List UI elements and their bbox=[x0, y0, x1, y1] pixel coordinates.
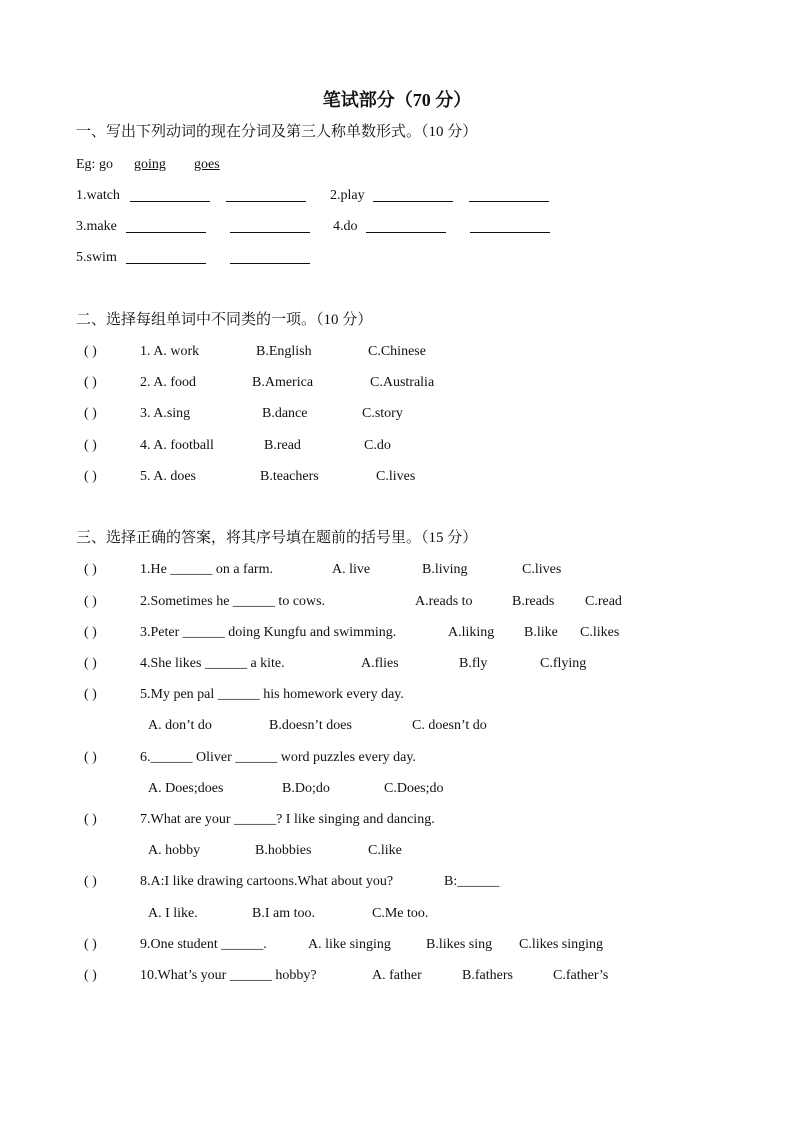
verb-label: 2.play bbox=[330, 188, 365, 203]
answer-paren[interactable]: ( ) bbox=[84, 874, 97, 889]
answer-blank[interactable] bbox=[130, 201, 210, 202]
question-text: 9.One student ______. bbox=[140, 937, 267, 952]
option-a: A.reads to bbox=[415, 594, 473, 609]
answer-blank[interactable] bbox=[230, 232, 310, 233]
question-text: 2.Sometimes he ______ to cows. bbox=[140, 594, 326, 609]
option-a: A. I like. bbox=[148, 906, 198, 921]
option-a: A. father bbox=[372, 968, 422, 983]
answer-paren[interactable]: ( ) bbox=[84, 375, 97, 390]
answer-paren[interactable]: ( ) bbox=[84, 406, 97, 421]
option-a: A. Does;does bbox=[148, 781, 224, 796]
answer-paren[interactable]: ( ) bbox=[84, 750, 97, 765]
question-text: 8.A:I like drawing cartoons.What about you? bbox=[140, 874, 394, 889]
option-c: C.story bbox=[362, 406, 403, 421]
question-text: 3.Peter ______ doing Kungfu and swimming. bbox=[140, 625, 397, 640]
option-a: A. don’t do bbox=[148, 718, 212, 733]
option-b: B.teachers bbox=[260, 469, 319, 484]
answer-blank[interactable] bbox=[126, 232, 206, 233]
option-c: C.flying bbox=[540, 656, 587, 671]
option-b: B.living bbox=[422, 562, 468, 577]
answer-paren[interactable]: ( ) bbox=[84, 438, 97, 453]
question-text: 2. A. food bbox=[140, 375, 196, 390]
option-b: B.read bbox=[264, 438, 301, 453]
option-a: A. live bbox=[332, 562, 371, 577]
question-text: 4. A. football bbox=[140, 438, 214, 453]
answer-blank[interactable] bbox=[126, 263, 206, 264]
option-c: C.Australia bbox=[370, 375, 435, 390]
option-a: A. like singing bbox=[308, 937, 391, 952]
option-b: B.like bbox=[524, 625, 558, 640]
option-c: C. doesn’t do bbox=[412, 718, 487, 733]
answer-blank[interactable] bbox=[469, 201, 549, 202]
option-c: C.likes bbox=[580, 625, 620, 640]
option-b: B.likes sing bbox=[426, 937, 493, 952]
option-c: C.Does;do bbox=[384, 781, 444, 796]
example-label: Eg: go bbox=[76, 157, 113, 172]
answer-blank[interactable] bbox=[226, 201, 306, 202]
answer-blank[interactable] bbox=[373, 201, 453, 202]
answer-paren[interactable]: ( ) bbox=[84, 656, 97, 671]
example-third: goes bbox=[194, 157, 220, 172]
answer-paren[interactable]: ( ) bbox=[84, 562, 97, 577]
question-text: 10.What’s your ______ hobby? bbox=[140, 968, 317, 983]
answer-paren[interactable]: ( ) bbox=[84, 344, 97, 359]
option-b: B.doesn’t does bbox=[269, 718, 352, 733]
answer-paren[interactable]: ( ) bbox=[84, 937, 97, 952]
section2-heading: 二、选择每组单词中不同类的一项。（10 分） bbox=[76, 312, 373, 328]
question-text: 1.He ______ on a farm. bbox=[140, 562, 273, 577]
verb-label: 5.swim bbox=[76, 250, 117, 265]
option-a: A.flies bbox=[361, 656, 399, 671]
section3-heading: 三、选择正确的答案，将其序号填在题前的括号里。（15 分） bbox=[76, 530, 478, 546]
option-c: C.read bbox=[585, 594, 622, 609]
option-c: C.likes singing bbox=[519, 937, 604, 952]
option-b: B.hobbies bbox=[255, 843, 312, 858]
option-b: B.America bbox=[252, 375, 314, 390]
option-c: C.do bbox=[364, 438, 391, 453]
option-b: B.Do;do bbox=[282, 781, 330, 796]
question-text: 5. A. does bbox=[140, 469, 196, 484]
question-text: 7.What are your ______? I like singing and dancing. bbox=[140, 812, 435, 827]
option-b: B.fly bbox=[459, 656, 488, 671]
option-b: B.I am too. bbox=[252, 906, 315, 921]
verb-label: 4.do bbox=[333, 219, 358, 234]
option-c: C.like bbox=[368, 843, 402, 858]
option-c: C.Me too. bbox=[372, 906, 429, 921]
answer-paren[interactable]: ( ) bbox=[84, 968, 97, 983]
option-b: B.English bbox=[256, 344, 312, 359]
question-text: 5.My pen pal ______ his homework every day. bbox=[140, 687, 404, 702]
answer-paren[interactable]: ( ) bbox=[84, 625, 97, 640]
question-text: 6.______ Oliver ______ word puzzles every day. bbox=[140, 750, 416, 765]
question-text: 4.She likes ______ a kite. bbox=[140, 656, 285, 671]
answer-blank[interactable] bbox=[366, 232, 446, 233]
answer-paren[interactable]: ( ) bbox=[84, 687, 97, 702]
option-c: C.Chinese bbox=[368, 344, 426, 359]
option-c: C.father’s bbox=[553, 968, 609, 983]
option-a: A.liking bbox=[448, 625, 495, 640]
verb-label: 3.make bbox=[76, 219, 117, 234]
option-c: C.lives bbox=[522, 562, 562, 577]
option-b: B.dance bbox=[262, 406, 308, 421]
answer-blank[interactable] bbox=[470, 232, 550, 233]
answer-blank[interactable] bbox=[230, 263, 310, 264]
answer-paren[interactable]: ( ) bbox=[84, 594, 97, 609]
section1-heading: 一、写出下列动词的现在分词及第三人称单数形式。（10 分） bbox=[76, 124, 478, 140]
option-b: B.reads bbox=[512, 594, 555, 609]
answer-paren[interactable]: ( ) bbox=[84, 812, 97, 827]
question-text: 3. A.sing bbox=[140, 406, 191, 421]
question-text: 1. A. work bbox=[140, 344, 200, 359]
verb-label: 1.watch bbox=[76, 188, 120, 203]
example-ing: going bbox=[134, 157, 166, 172]
page-title: 笔试部分（70 分） bbox=[322, 90, 472, 110]
answer-b-blank: B:______ bbox=[444, 874, 500, 889]
option-a: A. hobby bbox=[148, 843, 201, 858]
option-c: C.lives bbox=[376, 469, 416, 484]
option-b: B.fathers bbox=[462, 968, 513, 983]
answer-paren[interactable]: ( ) bbox=[84, 469, 97, 484]
